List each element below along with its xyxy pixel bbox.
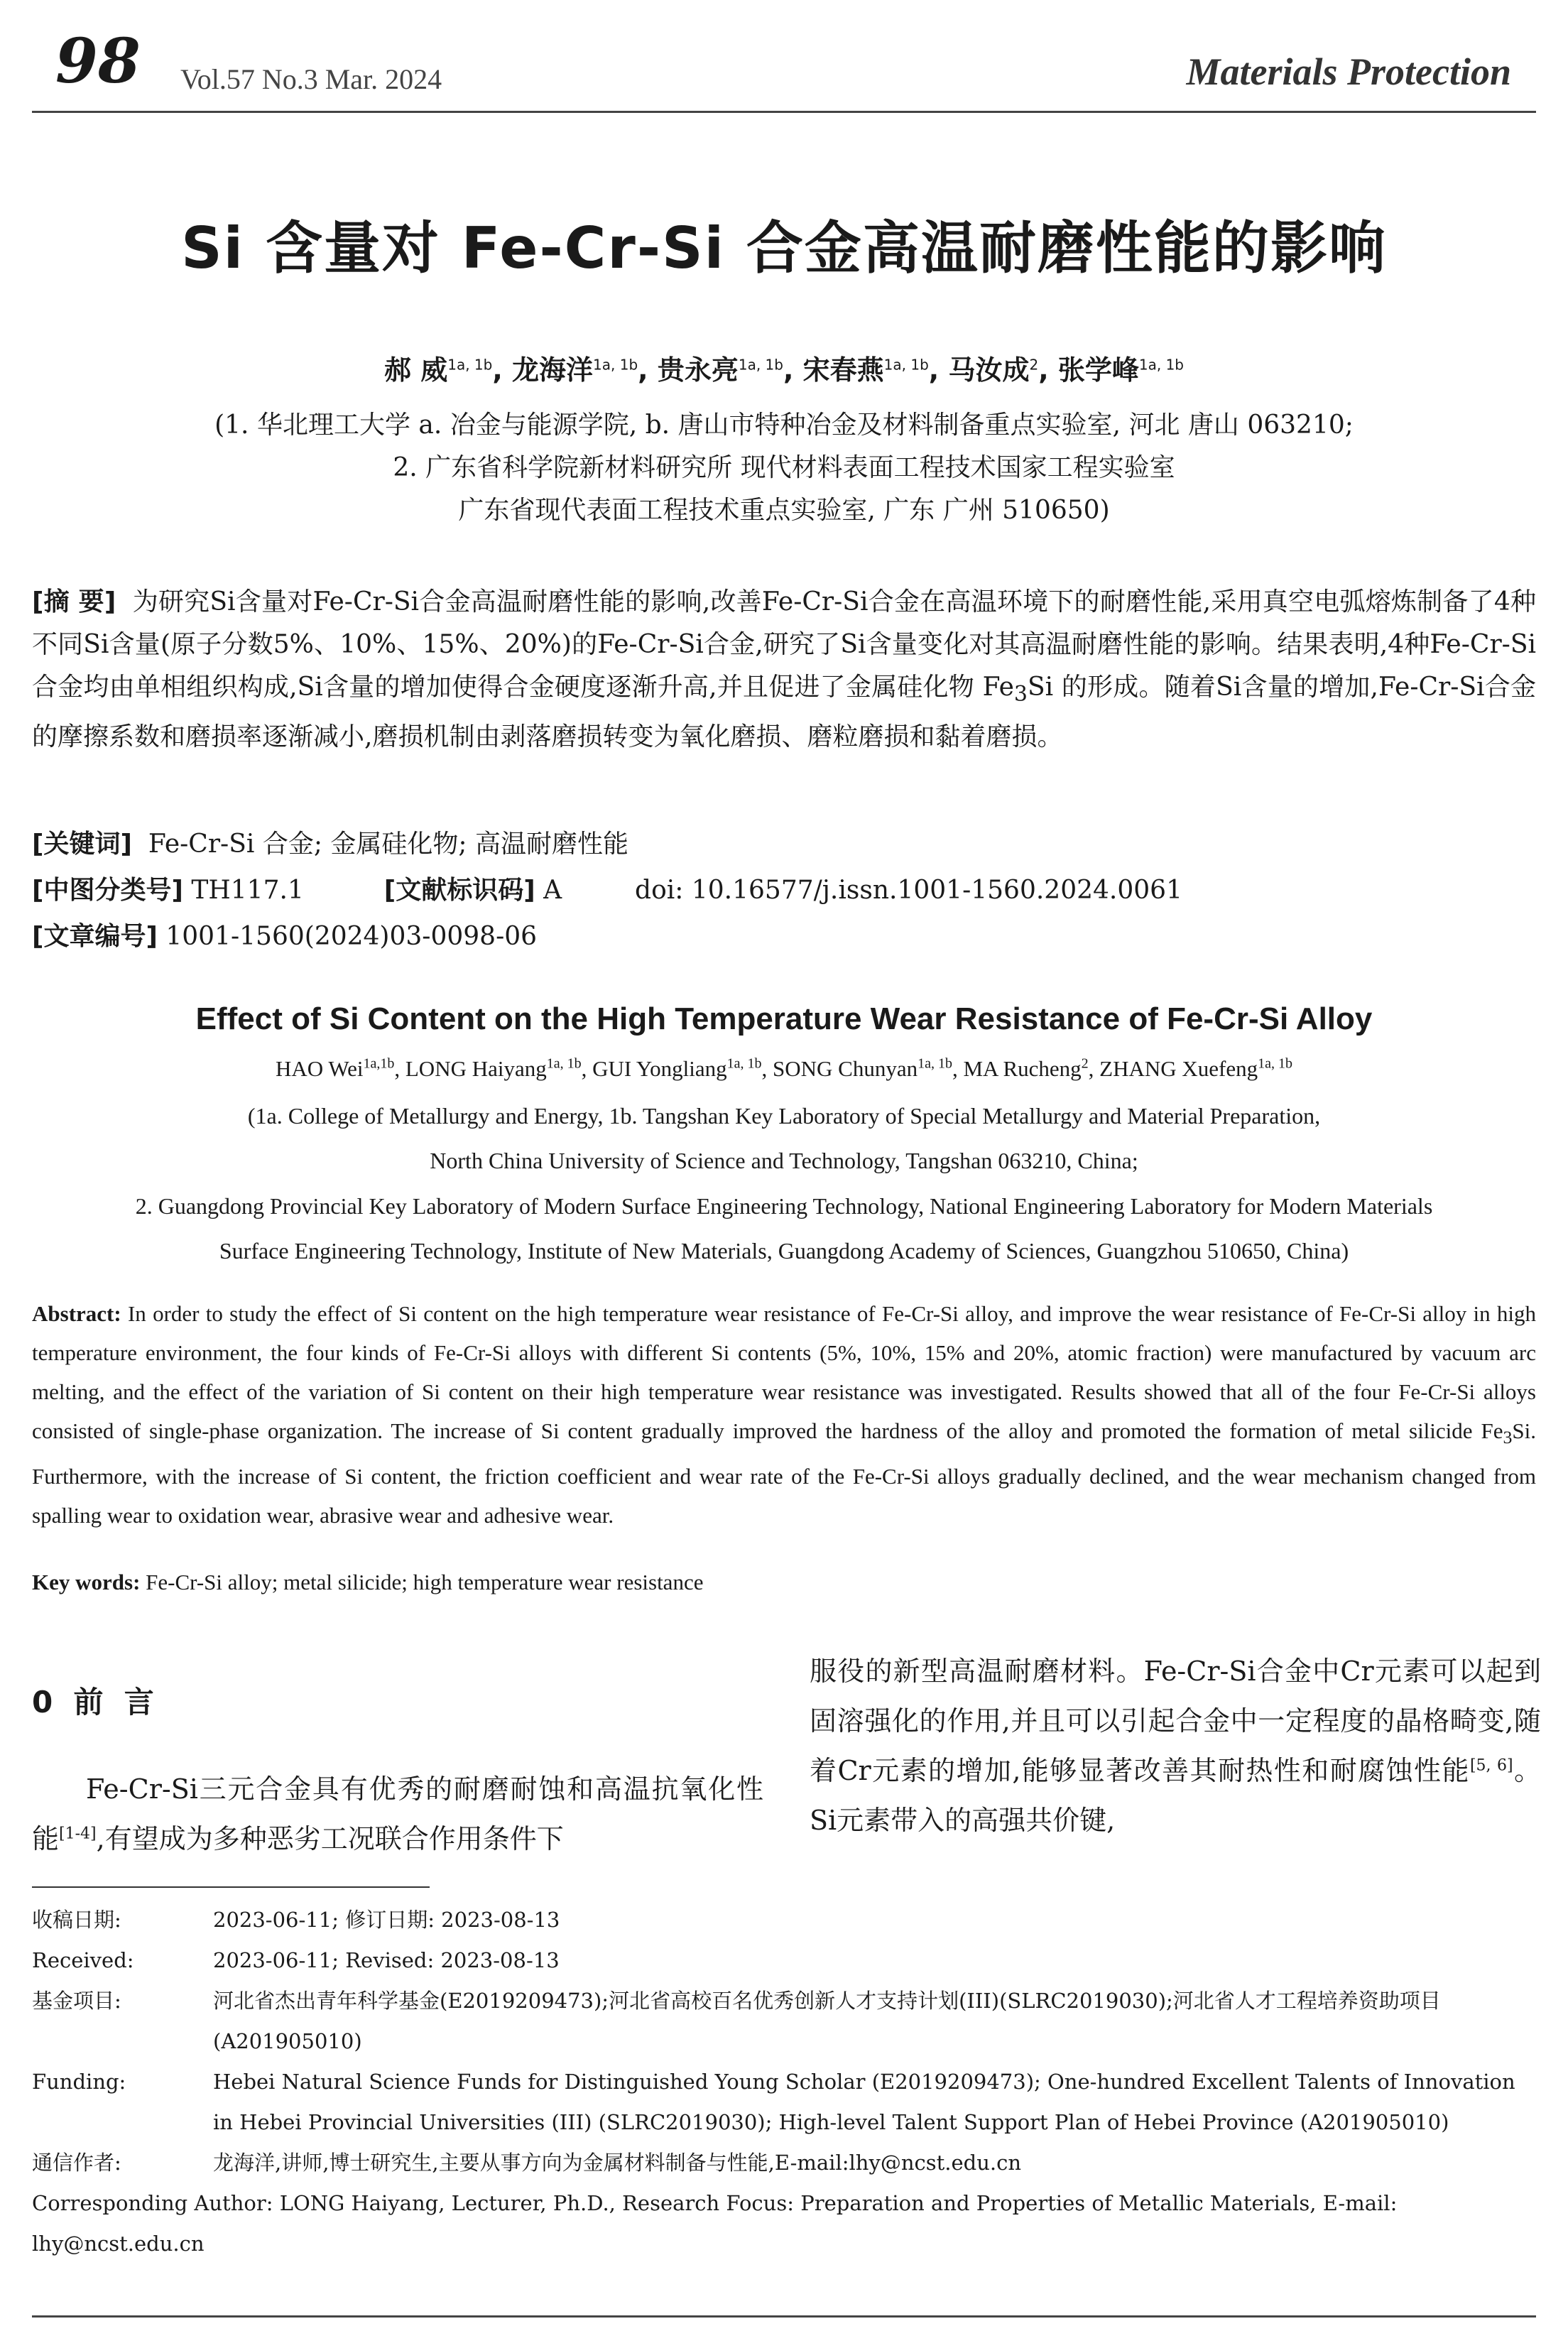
page-header: [0, 0, 1568, 121]
english-title: Effect of Si Content on the High Temperature Wear Resistance of Fe-Cr-Si Alloy: [195, 1001, 1373, 1036]
keywords-cn-label: [关键词]: [32, 830, 132, 859]
author-affil-mark: 1a, 1b: [447, 356, 493, 374]
author-affil-mark: 1a, 1b: [918, 1055, 952, 1072]
footnote-label: Received:: [32, 1948, 134, 1972]
classification-line: [32, 870, 1182, 906]
citation-ref: [5, 6]: [1469, 1756, 1513, 1775]
footnote-label: 基金项目:: [32, 1989, 121, 2013]
english-author-list: HAO Wei$^{1a,1b}$, LONG Haiyang$^{1a, 1b}$, GUI Yongliang$^{1a, 1b}$, SONG Chunyan$^{1a, 1b}$, MA Rucheng$^2$, ZHANG Xuefeng$^{1a, 1b}$: [275, 1055, 1293, 1081]
author-affil-mark: 1a, 1b: [1138, 356, 1185, 374]
footnote-text: Hebei Natural Science Funds for Distinguished Young Scholar (E2019209473); One-hundred Excellent Talents of Innovation in Hebei Provincial Universities (III) (SLRC2019030); High-level Talent Support Plan of Hebei Province (A201905010): [213, 2070, 1515, 2134]
keywords-en-label: Key words:: [32, 1570, 141, 1594]
author-name: 龙海洋: [512, 354, 594, 386]
keywords-en-text: Fe-Cr-Si alloy; metal silicide; high temperature wear resistance: [146, 1570, 704, 1594]
english-affiliation-line: (1a. College of Metallurgy and Energy, 1b. Tangshan Key Laboratory of Special Metallurgy and Material Preparation,: [247, 1103, 1321, 1129]
footnote-text: 2023-06-11; Revised: 2023-08-13: [213, 1948, 560, 1972]
author-name: HAO Wei: [275, 1056, 364, 1081]
author-affil-mark: 2: [1029, 356, 1039, 374]
body-column-left: [32, 1764, 763, 1864]
affiliation-line: 广东省现代表面工程技术重点实验室, 广东 广州 510650): [458, 496, 1110, 525]
author-affil-mark: 1a, 1b: [593, 356, 638, 374]
volume-info: Vol.57 No.3 Mar. 2024: [180, 63, 442, 95]
footnote-rule: [32, 1886, 430, 1888]
body-text: 。Si元素带入的高强共价键,: [810, 1755, 1541, 1836]
clc-label: [中图分类号]: [32, 876, 183, 905]
footnote-label: Corresponding Author:: [32, 2191, 273, 2215]
author-affil-mark: 1a,1b: [363, 1055, 395, 1072]
abstract-en: [32, 1294, 1536, 1535]
citation-ref: [1-4]: [59, 1825, 97, 1843]
article-title: Si 含量对 Fe-Cr-Si 合金高温耐磨性能的影响: [181, 215, 1387, 281]
author-name: 贵永亮: [657, 354, 739, 386]
english-affiliation-line: 2. Guangdong Provincial Key Laboratory of Modern Surface Engineering Technology, National Engineering Laboratory for Modern Materials: [135, 1193, 1433, 1219]
doi-value: 10.16577/j.issn.1001-1560.2024.0061: [691, 876, 1182, 905]
author-affil-mark: 1a, 1b: [546, 1055, 582, 1072]
article-number-value: 1001-1560(2024)03-0098-06: [165, 922, 538, 951]
author-affil-mark: 1a, 1b: [1258, 1055, 1293, 1072]
doi-label: doi:: [635, 876, 684, 905]
abstract-en-text: Si. Furthermore, with the increase of Si content, the friction coefficient and wear rate of the Fe-Cr-Si alloys gradually declined, and the wear mechanism changed from spalling wear to oxidation wear, abrasive wear and adhesive wear.: [32, 1418, 1536, 1528]
doc-code-label: [文献标识码]: [383, 876, 535, 905]
body-text: ,有望成为多种恶劣工况联合作用条件下: [96, 1823, 564, 1854]
affiliation-line: (1. 华北理工大学 a. 冶金与能源学院, b. 唐山市特种冶金及材料制备重点实验室, 河北 唐山 063210;: [214, 411, 1354, 440]
body-text: Fe-Cr-Si三元合金具有优秀的耐磨耐蚀和高温抗氧化性能: [32, 1773, 763, 1854]
footnote-text: 龙海洋,讲师,博士研究生,主要从事方向为金属材料制备与性能,E-mail:lhy@ncst.edu.cn: [213, 2151, 1022, 2175]
doc-code-value: A: [543, 876, 562, 905]
body-text: 服役的新型高温耐磨材料。Fe-Cr-Si合金中Cr元素可以起到固溶强化的作用,并且可以引起合金中一定程度的晶格畸变,随着Cr元素的增加,能够显著改善其耐热性和耐腐蚀性能: [810, 1656, 1541, 1786]
affiliation-line: 2. 广东省科学院新材料研究所 现代材料表面工程技术国家工程实验室: [393, 453, 1175, 482]
footnote-text: LONG Haiyang, Lecturer, Ph.D., Research Focus: Preparation and Properties of Metallic Materials, E-mail: lhy@ncst.edu.cn: [32, 2191, 1398, 2256]
author-name: 郝 威: [383, 354, 448, 386]
author-affil-mark: 1a, 1b: [726, 1055, 762, 1072]
author-name: GUI Yongliang: [592, 1056, 727, 1081]
article-number-label: [文章编号]: [32, 922, 158, 951]
author-name: 马汝成: [948, 354, 1030, 386]
footer-rule: [32, 2315, 1536, 2318]
body-column-right: [810, 1646, 1541, 1845]
article-number: [32, 916, 537, 952]
footnote-text: 河北省杰出青年科学基金(E2019209473);河北省高校百名优秀创新人才支持计划(III)(SLRC2019030);河北省人才工程培养资助项目(A201905010): [213, 1989, 1441, 2053]
journal-name: Materials Protection: [1186, 50, 1511, 93]
author-name: 宋春燕: [802, 354, 884, 386]
author-name: MA Rucheng: [963, 1056, 1082, 1081]
subscript: 3: [1013, 682, 1028, 707]
author-list: 郝 威$^{1a, 1b}$, 龙海洋$^{1a, 1b}$, 贵永亮$^{1a, 1b}$, 宋春燕$^{1a, 1b}$, 马汝成$^2$, 张学峰$^{1a, 1b}$: [383, 354, 1185, 386]
footnote-label: Funding:: [32, 2070, 126, 2094]
keywords-cn: [32, 824, 628, 860]
author-affil-mark: 1a, 1b: [883, 356, 929, 374]
author-affil-mark: 2: [1081, 1055, 1089, 1072]
abstract-en-label: Abstract:: [32, 1301, 121, 1326]
footnote-text: 2023-06-11; 修订日期: 2023-08-13: [213, 1908, 560, 1932]
author-name: LONG Haiyang: [405, 1056, 547, 1081]
footnote-label: 收稿日期:: [32, 1908, 121, 1932]
english-affiliation-line: Surface Engineering Technology, Institute of New Materials, Guangdong Academy of Sciences, Guangzhou 510650, China): [219, 1238, 1349, 1264]
clc-value: TH117.1: [191, 876, 304, 905]
english-affiliation-line: North China University of Science and Technology, Tangshan 063210, China;: [430, 1148, 1138, 1173]
abstract-cn-text: 为研究Si含量对Fe-Cr-Si合金高温耐磨性能的影响,改善Fe-Cr-Si合金在高温环境下的耐磨性能,采用真空电弧熔炼制备了4种不同Si含量(原子分数5%、10%、15%、20%)的Fe-Cr-Si合金,研究了Si含量变化对其高温耐磨性能的影响。结果表明,4种Fe-Cr-Si合金均由单相组织构成,Si含量的增加使得合金硬度逐渐升高,并且促进了金属硅化物 Fe: [32, 587, 1536, 702]
abstract-cn: [32, 581, 1536, 759]
author-name: 张学峰: [1057, 354, 1139, 386]
keywords-en: [32, 1570, 703, 1595]
author-name: ZHANG Xuefeng: [1099, 1056, 1258, 1081]
footnote-corresponding: [32, 2183, 1537, 2264]
author-name: SONG Chunyan: [773, 1056, 918, 1081]
keywords-cn-text: Fe-Cr-Si 合金; 金属硅化物; 高温耐磨性能: [148, 830, 628, 859]
footnote-label: 通信作者:: [32, 2151, 121, 2175]
page-number: 98: [55, 26, 141, 97]
section-heading: 0 前 言: [32, 1685, 154, 1719]
abstract-cn-label: [摘 要]: [32, 587, 116, 616]
header-rule: [32, 111, 1536, 113]
abstract-en-text: In order to study the effect of Si content on the high temperature wear resistance of Fe-Cr-Si alloy, and improve the wear resistance of Fe-Cr-Si alloy in high temperature environment, the four kinds of Fe-Cr-Si alloys with different Si contents (5%, 10%, 15% and 20%, atomic fraction) were manufactured by vacuum arc melting, and the effect of the variation of Si content on their high temperature wear resistance was investigated. Results showed that all of the four Fe-Cr-Si alloys consisted of single-phase organization. The increase of Si content gradually improved the hardness of the alloy and promoted the formation of metal silicide Fe: [32, 1301, 1536, 1443]
subscript: 3: [1503, 1427, 1513, 1448]
abstract-cn-text: Si 的形成。随着Si含量的增加,Fe-Cr-Si合金的摩擦系数和磨损率逐渐减小,磨损机制由剥落磨损转变为氧化磨损、磨粒磨损和黏着磨损。: [32, 673, 1536, 752]
author-affil-mark: 1a, 1b: [738, 356, 783, 374]
